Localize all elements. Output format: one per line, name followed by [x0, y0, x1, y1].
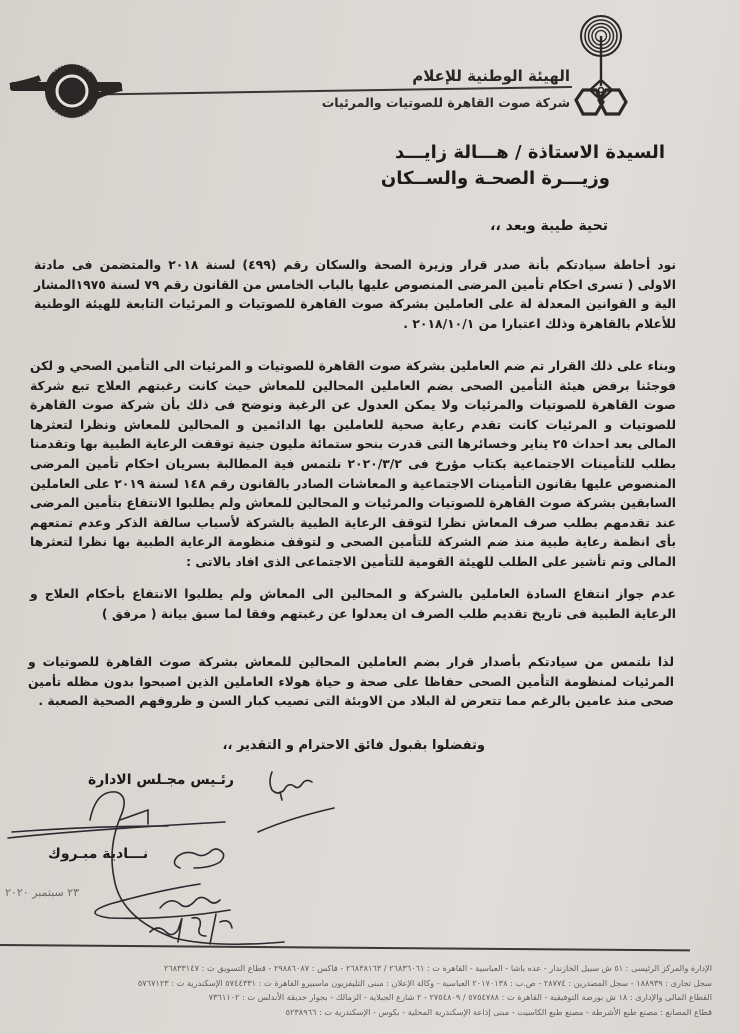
footer-line-registration: سجل تجارى : ١٨٨٩٣٩ - سجل المصدرين : ٢٨٧٧٤ - ص.ب : ٢٠١٧٠١٣٨ العباسية - وكالة الإعلان : مبنى التليفزيون ماسبيرو القاهرة ت : ٥٧٤٤٣٣١ الإسكندرية ت : ٥٧٦٧١٢٣ — [137, 977, 712, 988]
footer-divider — [0, 944, 690, 951]
paragraph-request: لذا نلتمس من سيادتكم بأصدار قرار بضم العاملين المحالين للمعاش بشركة صوت القاهرة للصوتيات و المرئيات لمنظومة التأمين الصحى حفاظا على صحة و حياة هولاء العاملين الذين اصبحوا بدون مظله تأمين صحى منذ عامين بالرغم مما تتعرض لة البلاد من الاوبئة التى تصيب كبار السن و ظروفهم الصحية الصعبة . — [28, 654, 674, 709]
letterhead-footer-contacts — [62, 961, 712, 1019]
paragraph-decision-notice: نود أحاطة سيادتكم بأنة صدر قرار وزيرة الصحة والسكان رقم (٤٩٩) لسنة ٢٠١٨ والمتضمن فى مادتة الاولى ( تسرى احكام تأمين المرضى المنصوص عليها بالباب الخامس من القانون رقم ٧٩ لسنة ١٩٧٥المشار الية و القوانين المعدلة لة على العاملين بشركة صوت القاهرة للصوتيات و المرئيات التابعة للهيئة الوطنية للأعلام بالقاهرة وذلك اعتبارا من ٢٠١٨/١٠/١ . — [33, 257, 677, 331]
company-name: شركة صوت القاهرة للصوتيات والمرئيات — [321, 95, 570, 110]
signer-title: رئـيس مجـلس الادارة — [88, 772, 234, 788]
organization-name: الهيئة الوطنية للإعلام — [412, 67, 570, 85]
signer-name: نـــادية مبـروك — [48, 846, 149, 862]
margin-handwritten-date: ٢٣ سبتمبر ٢٠٢٠ — [5, 886, 80, 899]
letterhead — [0, 0, 740, 125]
footer-line-finance: القطاع المالى والإدارى : ١٨ ش بورصة التوفيقية - القاهرة ت : ٥٧٥٤٧٨٨ / ٢٧٥٤٨٠٩ - ٢ شارع الجبلاية - الزمالك - بجوار حديقة الأندلس ت : ٧٣٦١١٠٢ — [208, 992, 712, 1002]
paragraph-background: وبناء على ذلك القرار تم ضم العاملين بشركة صوت القاهرة للصوتيات و المرئيات الى التأمين الصحي و لكن فوجئنا برفض هيئة التأمين الصحى بضم العاملين المحالين للمعاش حيث كانت رغبتهم العلاج تبع شركة صوت القاهرة للصوتيات والمرئيات ولا يمكن العدول عن الرغبة ونوضح فى ذلك بأن شركة صوت القاهرة للصوتيات و المرئيات كانت تقدم رعاية صحية للعاملين بها الدائمين و المحالين للمعاش ونظرا لتعثرها المالى بعد احداث ٢٥ يناير وخسائرها التى قدرت بنحو ستمائة مليون جنية توقفت الرعاية الطبية بها وتقدمنا بطلب للتأمينات الاجتماعية بكتاب مؤرخ فى ٢٠٢٠/٣/٢ نلتمس فية المطالبة بسريان احكام تأمين المرضى المنصوص عليها بقانون التأمينات الاجتماعية و المعاشات الصادر بالقانون رقم ١٤٨ لسنة ٢٠١٩ على العاملين السابقين بشركة صوت القاهرة للصوتيات والمرئيات و المحالين للمعاش ولم يطلبوا الانتفاع بتأمين المرضى عند تقدمهم بطلب صرف المعاش نظرا لتوقف الرعاية الطبية بالشركة لأسباب سالفة الذكر وعدم تمتعهم بأى انظمة رعاية طبية منذ ضم الشركة للتأمين الصحى و لتوقف منظومة الرعاية الطبية بها نظرا لتعثرها المالى وتم تأشير على الطلب للهيئة القومية للتأمين الاجتماعى الذى افاد بالاتى : — [30, 358, 676, 569]
paragraph-insurance-response: عدم جواز انتفاع السادة العاملين بالشركة و المحالين الى المعاش ولم يطلبوا الانتفاع بأحكام العلاج و الرعاية الطبية فى تاريخ تقديم طلب الصرف ان يعدلوا عن رغبتهم وفقا لما سبق بيانة ( مرفق ) — [30, 586, 676, 621]
greeting: تحية طيبة وبعد ،، — [490, 218, 608, 234]
footer-line-headquarters: الإدارة والمركز الرئيسى : ٥١ ش سبيل الخازندار - عده باشا - العباسية - القاهرة ت : ٢٦٨٣٦٠٦١ / ٢٦٨٣٨١٦٣ - فاكس : ٢٩٨٨٦٠٨٧ - قطاع التسويق ت : ٢٦٨٣٣١٤٧ — [163, 963, 712, 973]
company-emblem-icon — [6, 58, 126, 128]
antenna-emblem-icon — [572, 14, 630, 120]
addressee-block — [381, 140, 665, 192]
addressee-name: السيدة الاستاذة / هـــالة زايـــد — [394, 142, 665, 163]
addressee-title: وزيـــرة الصحـة والســكان — [380, 168, 610, 189]
closing-salutation: وتفضلوا بقبول فائق الاحترام و التقدير ،، — [222, 738, 485, 753]
footer-line-factories: قطاع المصانع : مصنع طبع الأشرطة - مصنع طبع الكاسيت - مبنى إذاعة الإسكندرية المحلية - بكوس - الإسكندرية ت : ٥٢٣٨٩٦٦ — [285, 1006, 712, 1017]
